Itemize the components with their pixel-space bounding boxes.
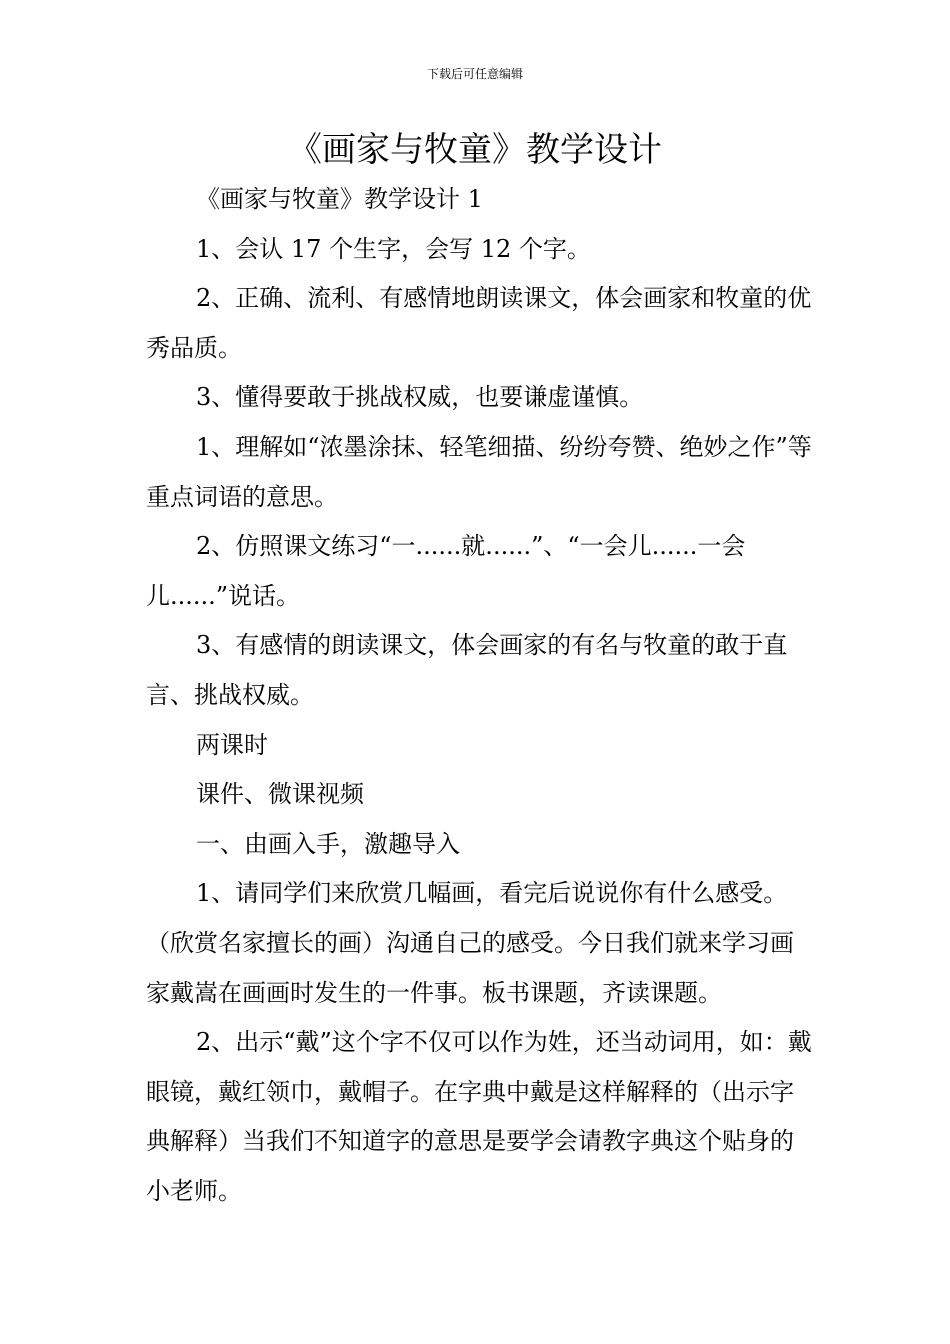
step-1-paragraph: 1、请同学们来欣赏几幅画，看完后说说你有什么感受。（欣赏名家擅长的画）沟通自己的感受。今日我们就来学习画家戴嵩在画画时发生的一件事。板书课题，齐读课题。 (146, 879, 794, 1007)
page-header-note: 下载后可任意编辑 (426, 67, 523, 81)
key-point-2-paragraph: 2、仿照课文练习“一......就......”、“一会儿......一会儿......”说话。 (146, 532, 746, 610)
materials-paragraph: 课件、微课视频 (196, 780, 364, 809)
objective-1-paragraph: 1、会认 17 个生字，会写 12 个字。 (196, 234, 591, 263)
section-heading-paragraph: 一、由画入手，激趣导入 (196, 829, 460, 858)
objective-3-paragraph: 3、懂得要敢于挑战权威，也要谦虚谨慎。 (196, 383, 644, 412)
key-point-1-paragraph: 1、理解如“浓墨涂抹、轻笔细描、纷纷夸赞、绝妙之作”等重点词语的意思。 (146, 432, 812, 511)
document-body (146, 175, 812, 1216)
step-2-paragraph: 2、出示“戴”这个字不仅可以作为姓，还当动词用，如：戴眼镜，戴红领巾，戴帽子。在字典中戴是这样解释的（出示字典解释）当我们不知道字的意思是要学会请教字典这个贴身的小老师。 (146, 1028, 812, 1205)
objective-2-paragraph: 2、正确、流利、有感情地朗读课文，体会画家和牧童的优秀品质。 (146, 284, 812, 362)
subtitle-paragraph: 《画家与牧童》教学设计 1 (196, 185, 483, 213)
class-hours-paragraph: 两课时 (196, 730, 268, 759)
document-title: 《画家与牧童》教学设计 (288, 130, 662, 170)
key-point-3-paragraph: 3、有感情的朗读课文，体会画家的有名与牧童的敢于直言、挑战权威。 (146, 631, 788, 709)
